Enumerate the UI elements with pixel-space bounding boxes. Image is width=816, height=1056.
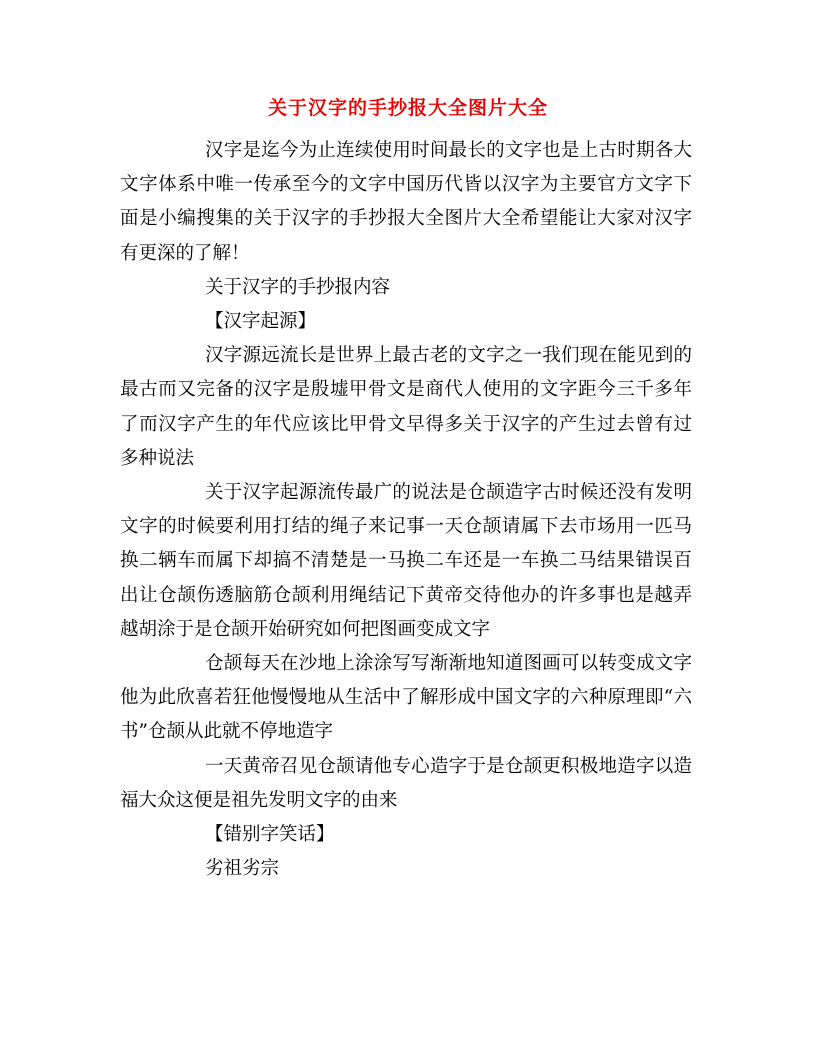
paragraph-origin-2: 关于汉字起源流传最广的说法是仓颉造字古时候还没有发明文字的时候要利用打结的绳子来记事一天仓颉请属下去市场用一匹马换二辆车而属下却搞不清楚是一马换二车还是一车换二马结果错误百出让仓颉伤透脑筋仓颉利用绳结记下黄帝交待他办的许多事也是越弄越胡涂于是仓颉开始研究如何把图画变成文字: [120, 482, 692, 640]
document-title: 关于汉字的手抄报大全图片大全: [267, 97, 548, 119]
section-heading-typo-jokes: 【错别字笑话】: [205, 824, 335, 846]
paragraph-origin-1: 汉字源远流长是世界上最古老的文字之一我们现在能见到的最古而又完备的汉字是殷墟甲骨文是商代人使用的文字距今三千多年了而汉字产生的年代应该比甲骨文早得多关于汉字的产生过去曾有过多种说法: [120, 345, 692, 469]
paragraph-origin-3: 仓颉每天在沙地上涂涂写写渐渐地知道图画可以转变成文字他为此欣喜若狂他慢慢地从生活中了解形成中国文字的六种原理即“六书”仓颉从此就不停地造字: [120, 653, 692, 743]
paragraph-origin-4: 一天黄帝召见仓颉请他专心造字于是仓颉更积极地造字以造福大众这便是祖先发明文字的由来: [120, 755, 692, 811]
paragraph-intro: 汉字是迄今为止连续使用时间最长的文字也是上古时期各大文字体系中唯一传承至今的文字中国历代皆以汉字为主要官方文字下面是小编搜集的关于汉字的手抄报大全图片大全希望能让大家对汉字有更深的了解！: [120, 140, 692, 264]
section-heading-origin: 【汉字起源】: [205, 311, 317, 333]
document-body: [120, 134, 692, 886]
section-heading-content: 关于汉字的手抄报内容: [205, 276, 391, 298]
paragraph-typo-joke-1: 劣祖劣宗: [205, 858, 280, 880]
